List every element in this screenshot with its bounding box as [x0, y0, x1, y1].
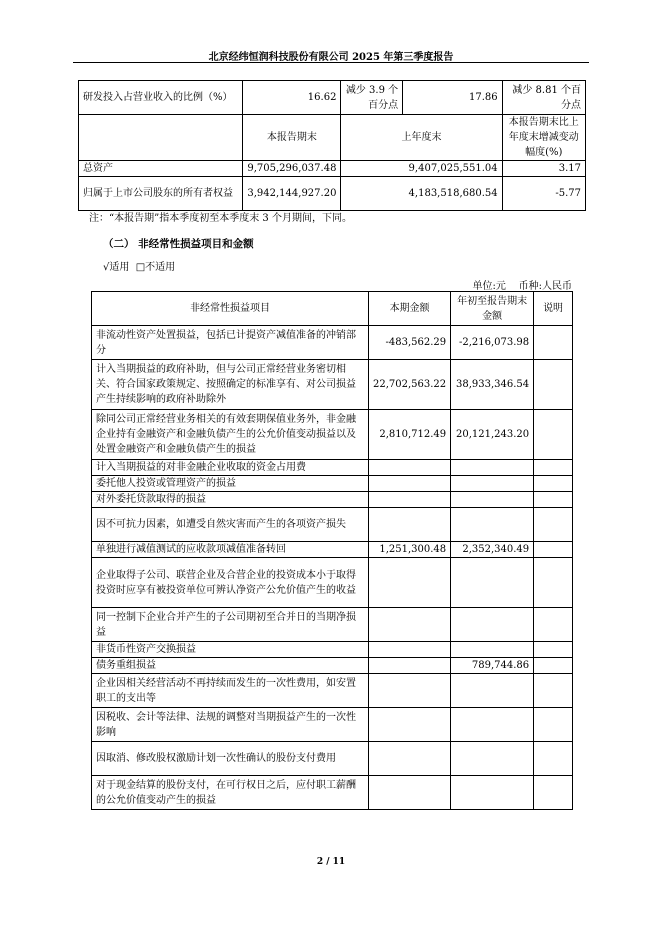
cell-ytd: 789,744.86	[451, 658, 534, 674]
table1-header-blank	[79, 115, 243, 161]
row-last: 9,407,025,551.04	[341, 161, 502, 177]
cell-item: 债务重组损益	[92, 658, 369, 674]
table-row	[92, 508, 573, 542]
table-row	[92, 558, 573, 608]
cell-item: 对于现金结算的股份支付，在可行权日之后，应付职工薪酬的公允价值变动产生的损益	[92, 776, 369, 810]
cell-ytd	[451, 508, 534, 542]
table-row	[79, 161, 586, 177]
cell-ytd	[451, 742, 534, 776]
cell-item: 非货币性资产交换损益	[92, 642, 369, 658]
cell-ytd	[451, 776, 534, 810]
table-row	[92, 476, 573, 492]
table-row	[92, 326, 573, 360]
cell-current	[368, 658, 450, 674]
cell-current	[368, 674, 450, 708]
row-last: 4,183,518,680.54	[341, 177, 502, 211]
table-row	[92, 642, 573, 658]
table-row	[92, 742, 573, 776]
page-number: 2 / 11	[316, 857, 346, 867]
cell-current	[368, 642, 450, 658]
cell-item: 委托他人投资或管理资产的损益	[92, 476, 369, 492]
col-last-year-end: 上年度末	[341, 115, 502, 161]
row-change: -5.77	[502, 177, 585, 211]
cell-item: 因税收、会计等法律、法规的调整对当期损益产生的一次性影响	[92, 708, 369, 742]
cell-ytd: 38,933,346.54	[451, 360, 534, 410]
cell-note	[534, 708, 573, 742]
cell-note	[534, 558, 573, 608]
applicability	[103, 258, 175, 273]
section-title: （二） 非经常性损益项目和金额	[103, 238, 254, 250]
cell-current	[368, 776, 450, 810]
cell-ytd	[451, 476, 534, 492]
col-current-period-end: 本报告期末	[243, 115, 341, 161]
table-row	[92, 410, 573, 460]
row-current: 9,705,296,037.48	[243, 161, 341, 177]
cell-current: 1,251,300.48	[368, 542, 450, 558]
rd-ratio-label: 研发投入占营业收入的比例（%）	[79, 81, 243, 115]
cell-ytd	[451, 558, 534, 608]
cell-current: -483,562.29	[368, 326, 450, 360]
table-row	[92, 776, 573, 810]
cell-item: 企业取得子公司、联营企业及合营企业的投资成本小于取得投资时应享有被投资单位可辨认净资产公允价值产生的收益	[92, 558, 369, 608]
rd-ratio-change1: 减少 3.9 个百分点	[341, 81, 403, 115]
col-current-amount: 本期金额	[368, 292, 450, 326]
nonrecurring-rows	[92, 326, 573, 810]
cell-current: 2,810,712.49	[368, 410, 450, 460]
table-row	[92, 460, 573, 476]
cell-ytd	[451, 460, 534, 476]
cell-item: 计入当期损益的政府补助，但与公司正常经营业务密切相关、符合国家政策规定、按照确定的标准享有、对公司损益产生持续影响的政府补助除外	[92, 360, 369, 410]
cell-item: 单独进行减值测试的应收款项减值准备转回	[92, 542, 369, 558]
currency-label: 币种:人民币	[518, 281, 572, 292]
row-label: 总资产	[79, 161, 243, 177]
cell-item: 同一控制下企业合并产生的子公司期初至合并日的当期净损益	[92, 608, 369, 642]
cell-current	[368, 558, 450, 608]
cell-ytd	[451, 642, 534, 658]
table-row	[92, 492, 573, 508]
cell-note	[534, 674, 573, 708]
cell-item: 企业因相关经营活动不再持续而发生的一次性费用，如安置职工的支出等	[92, 674, 369, 708]
cell-current	[368, 608, 450, 642]
table-row	[92, 360, 573, 410]
col-ytd-amount: 年初至报告期末金额	[451, 292, 534, 326]
rd-ratio-change2: 减少 8.81 个百分点	[502, 81, 585, 115]
cell-ytd	[451, 708, 534, 742]
cell-item: 因不可抗力因素，如遭受自然灾害而产生的各项资产损失	[92, 508, 369, 542]
cell-item: 除同公司正常经营业务相关的有效套期保值业务外，非金融企业持有金融资产和金融负债产生的公允价值变动损益以及处置金融资产和金融负债产生的损益	[92, 410, 369, 460]
cell-current	[368, 508, 450, 542]
cell-note	[534, 508, 573, 542]
col-item: 非经常性损益项目	[92, 292, 369, 326]
cell-ytd	[451, 608, 534, 642]
cell-current	[368, 460, 450, 476]
cell-note	[534, 326, 573, 360]
row-change: 3.17	[502, 161, 585, 177]
cell-note	[534, 476, 573, 492]
table-row	[92, 658, 573, 674]
page-header: 北京经纬恒润科技股份有限公司 2025 年第三季度报告	[208, 52, 454, 63]
col-change-rate: 本报告期末比上年度末增减变动幅度(%)	[502, 115, 585, 161]
cell-current	[368, 492, 450, 508]
table-row	[92, 708, 573, 742]
cell-note	[534, 460, 573, 476]
rd-ratio-ytd: 17.86	[403, 81, 502, 115]
cell-note	[534, 642, 573, 658]
cell-item: 计入当期损益的对非金融企业收取的资金占用费	[92, 460, 369, 476]
unit-line	[473, 277, 572, 292]
table-row	[79, 177, 586, 211]
cell-current	[368, 476, 450, 492]
period-note: 注：“本报告期”指本季度初至本季度末 3 个月期间，下同。	[89, 213, 352, 224]
cell-note	[534, 742, 573, 776]
cell-note	[534, 410, 573, 460]
cell-note	[534, 360, 573, 410]
unit-label: 单位:元	[472, 281, 506, 292]
table-row	[92, 674, 573, 708]
cell-ytd: -2,216,073.98	[451, 326, 534, 360]
financial-summary-table	[78, 80, 586, 211]
cell-current	[368, 708, 450, 742]
not-applicable-unchecked: □不适用	[135, 262, 176, 273]
cell-current: 22,702,563.22	[368, 360, 450, 410]
col-note: 说明	[534, 292, 573, 326]
table-row	[92, 542, 573, 558]
cell-current	[368, 742, 450, 776]
cell-ytd	[451, 492, 534, 508]
nonrecurring-items-table	[91, 291, 573, 810]
header-divider	[73, 62, 589, 63]
rd-ratio-current: 16.62	[243, 81, 341, 115]
cell-ytd: 2,352,340.49	[451, 542, 534, 558]
applicable-checked: √适用	[103, 262, 130, 273]
cell-note	[534, 608, 573, 642]
cell-item: 非流动性资产处置损益，包括已计提资产减值准备的冲销部分	[92, 326, 369, 360]
cell-note	[534, 776, 573, 810]
cell-item: 对外委托贷款取得的损益	[92, 492, 369, 508]
cell-note	[534, 658, 573, 674]
row-current: 3,942,144,927.20	[243, 177, 341, 211]
row-label: 归属于上市公司股东的所有者权益	[79, 177, 243, 211]
cell-ytd: 20,121,243.20	[451, 410, 534, 460]
cell-note	[534, 492, 573, 508]
table-row	[92, 608, 573, 642]
cell-item: 因取消、修改股权激励计划一次性确认的股份支付费用	[92, 742, 369, 776]
cell-note	[534, 542, 573, 558]
cell-ytd	[451, 674, 534, 708]
